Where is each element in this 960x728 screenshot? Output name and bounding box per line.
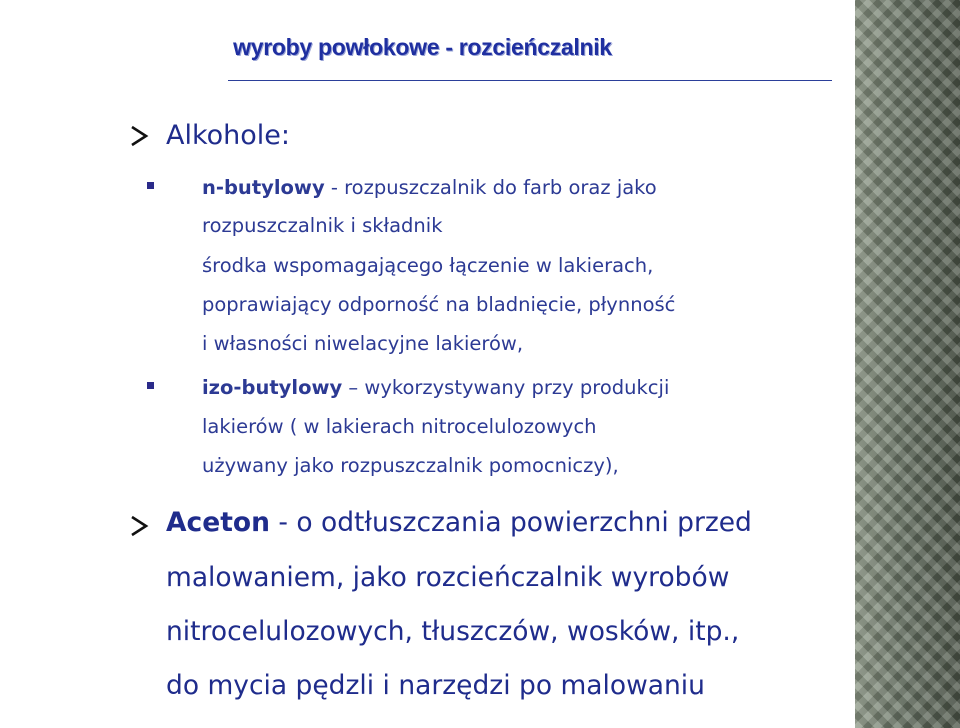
square-bullet-icon — [147, 182, 154, 189]
item-text: - rozpuszczalnik do farb oraz jako — [324, 176, 657, 199]
decorative-side-pattern — [855, 0, 960, 728]
arrow-bullet-icon — [127, 124, 151, 148]
list-item-n-butylowy-line-4: poprawiający odporność na bladnięcie, płynność — [202, 293, 676, 316]
term-aceton: Aceton — [166, 507, 270, 538]
section-acetone-line-2: malowaniem, jako rozcieńczalnik wyrobów — [166, 562, 730, 593]
list-item-n-butylowy-line-1 — [202, 172, 657, 203]
list-item-n-butylowy-line-5: i własności niwelacyjne lakierów, — [202, 332, 524, 355]
list-item-n-butylowy-line-2: rozpuszczalnik i składnik — [202, 214, 443, 237]
list-item-izo-butylowy-line-2: lakierów ( w lakierach nitrocelulozowych — [202, 415, 597, 438]
section-acetone-line-3: nitrocelulozowych, tłuszczów, wosków, itp., — [166, 616, 740, 647]
square-bullet-icon — [147, 382, 154, 389]
arrow-bullet-icon — [127, 514, 151, 538]
item-text: – wykorzystywany przy produkcji — [342, 376, 670, 399]
section-heading-alcohols: Alkohole: — [166, 120, 291, 151]
slide-title: wyroby powłokowe - rozcieńczalnik — [233, 34, 612, 60]
term-izo-butylowy: izo-butylowy — [202, 376, 343, 399]
title-underline — [228, 80, 832, 81]
list-item-izo-butylowy-line-1 — [202, 372, 669, 403]
term-n-butylowy: n-butylowy — [202, 176, 325, 199]
item-text: - o odtłuszczania powierzchni przed — [269, 507, 752, 538]
list-item-n-butylowy-line-3: środka wspomagającego łączenie w lakierach, — [202, 254, 654, 277]
section-acetone-line-1 — [166, 496, 752, 549]
section-acetone-line-4: do mycia pędzli i narzędzi po malowaniu — [166, 670, 705, 701]
list-item-izo-butylowy-line-3: używany jako rozpuszczalnik pomocniczy), — [202, 454, 619, 477]
